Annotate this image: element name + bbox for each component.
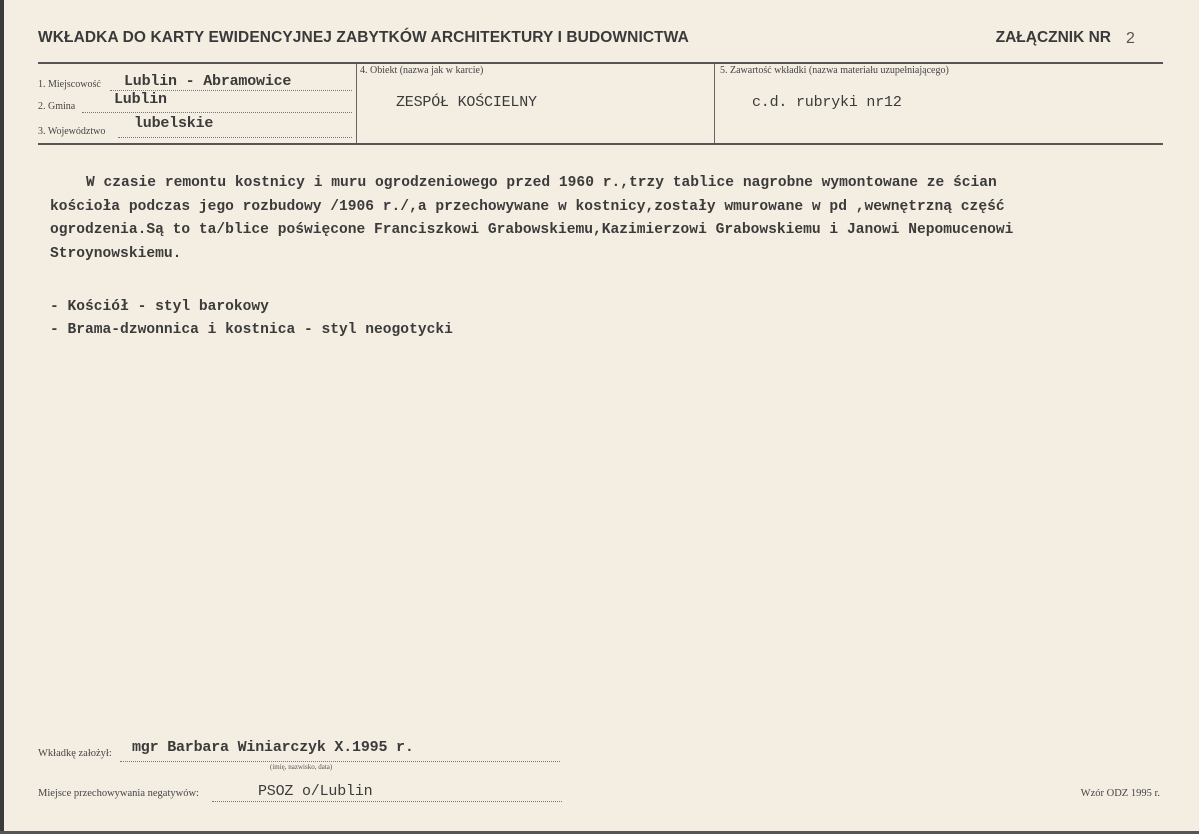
created-by-dotline xyxy=(120,760,560,762)
object-value: ZESPÓŁ KOŚCIELNY xyxy=(396,94,537,111)
column-divider xyxy=(356,64,357,143)
body-line: ogrodzenia.Są to ta/blice poświęcone Franciszkowi Grabowskiemu,Kazimierzowi Grabowskiemu i Janowi Nepomucenowi xyxy=(50,222,1014,238)
content-value: c.d. rubryki nr12 xyxy=(752,94,902,111)
content-label: 5. Zawartość wkładki (nazwa materiału uzupełniającego) xyxy=(720,65,949,76)
header-fields-box xyxy=(38,62,1163,145)
locality-value: Lublin - Abramowice xyxy=(124,73,292,90)
voivodeship-dotline xyxy=(118,136,352,138)
created-by-hint: (imię, nazwisko, data) xyxy=(270,763,333,771)
body-line: kościoła podczas jego rozbudowy /1906 r./,a przechowywane w kostnicy,zostały wmurowane w pd ,wewnętrzną część xyxy=(50,199,1005,215)
body-line: Stroynowskiemu. xyxy=(50,246,182,262)
created-by-label: Wkładkę założył: xyxy=(38,748,112,759)
list-item: - Kościół - styl barokowy xyxy=(50,299,269,315)
negatives-dotline xyxy=(212,800,562,802)
negatives-value: PSOZ o/Lublin xyxy=(258,783,373,800)
voivodeship-label: 3. Województwo xyxy=(38,126,106,137)
form-id: Wzór ODZ 1995 r. xyxy=(1080,788,1160,799)
object-label: 4. Obiekt (nazwa jak w karcie) xyxy=(360,65,484,76)
form-title: WKŁADKA DO KARTY EWIDENCYJNEJ ZABYTKÓW ARCHITEKTURY I BUDOWNICTWA xyxy=(38,29,689,46)
created-by-value: mgr Barbara Winiarczyk X.1995 r. xyxy=(132,739,414,756)
scan-edge xyxy=(0,0,4,834)
annex-label: ZAŁĄCZNIK NR xyxy=(995,29,1111,46)
commune-dotline xyxy=(82,111,352,113)
annex-number: 2 xyxy=(1126,30,1135,47)
voivodeship-value: lubelskie xyxy=(134,115,214,132)
column-divider xyxy=(714,64,715,143)
commune-value: Lublin xyxy=(114,91,167,108)
body-line: W czasie remontu kostnicy i muru ogrodzeniowego przed 1960 r.,trzy tablice nagrobne wymontowane ze ścian xyxy=(86,175,997,191)
commune-label: 2. Gmina xyxy=(38,101,76,112)
list-item: - Brama-dzwonnica i kostnica - styl neogotycki xyxy=(50,322,453,338)
locality-label: 1. Miejscowość xyxy=(38,79,101,90)
negatives-label: Miejsce przechowywania negatywów: xyxy=(38,788,199,799)
